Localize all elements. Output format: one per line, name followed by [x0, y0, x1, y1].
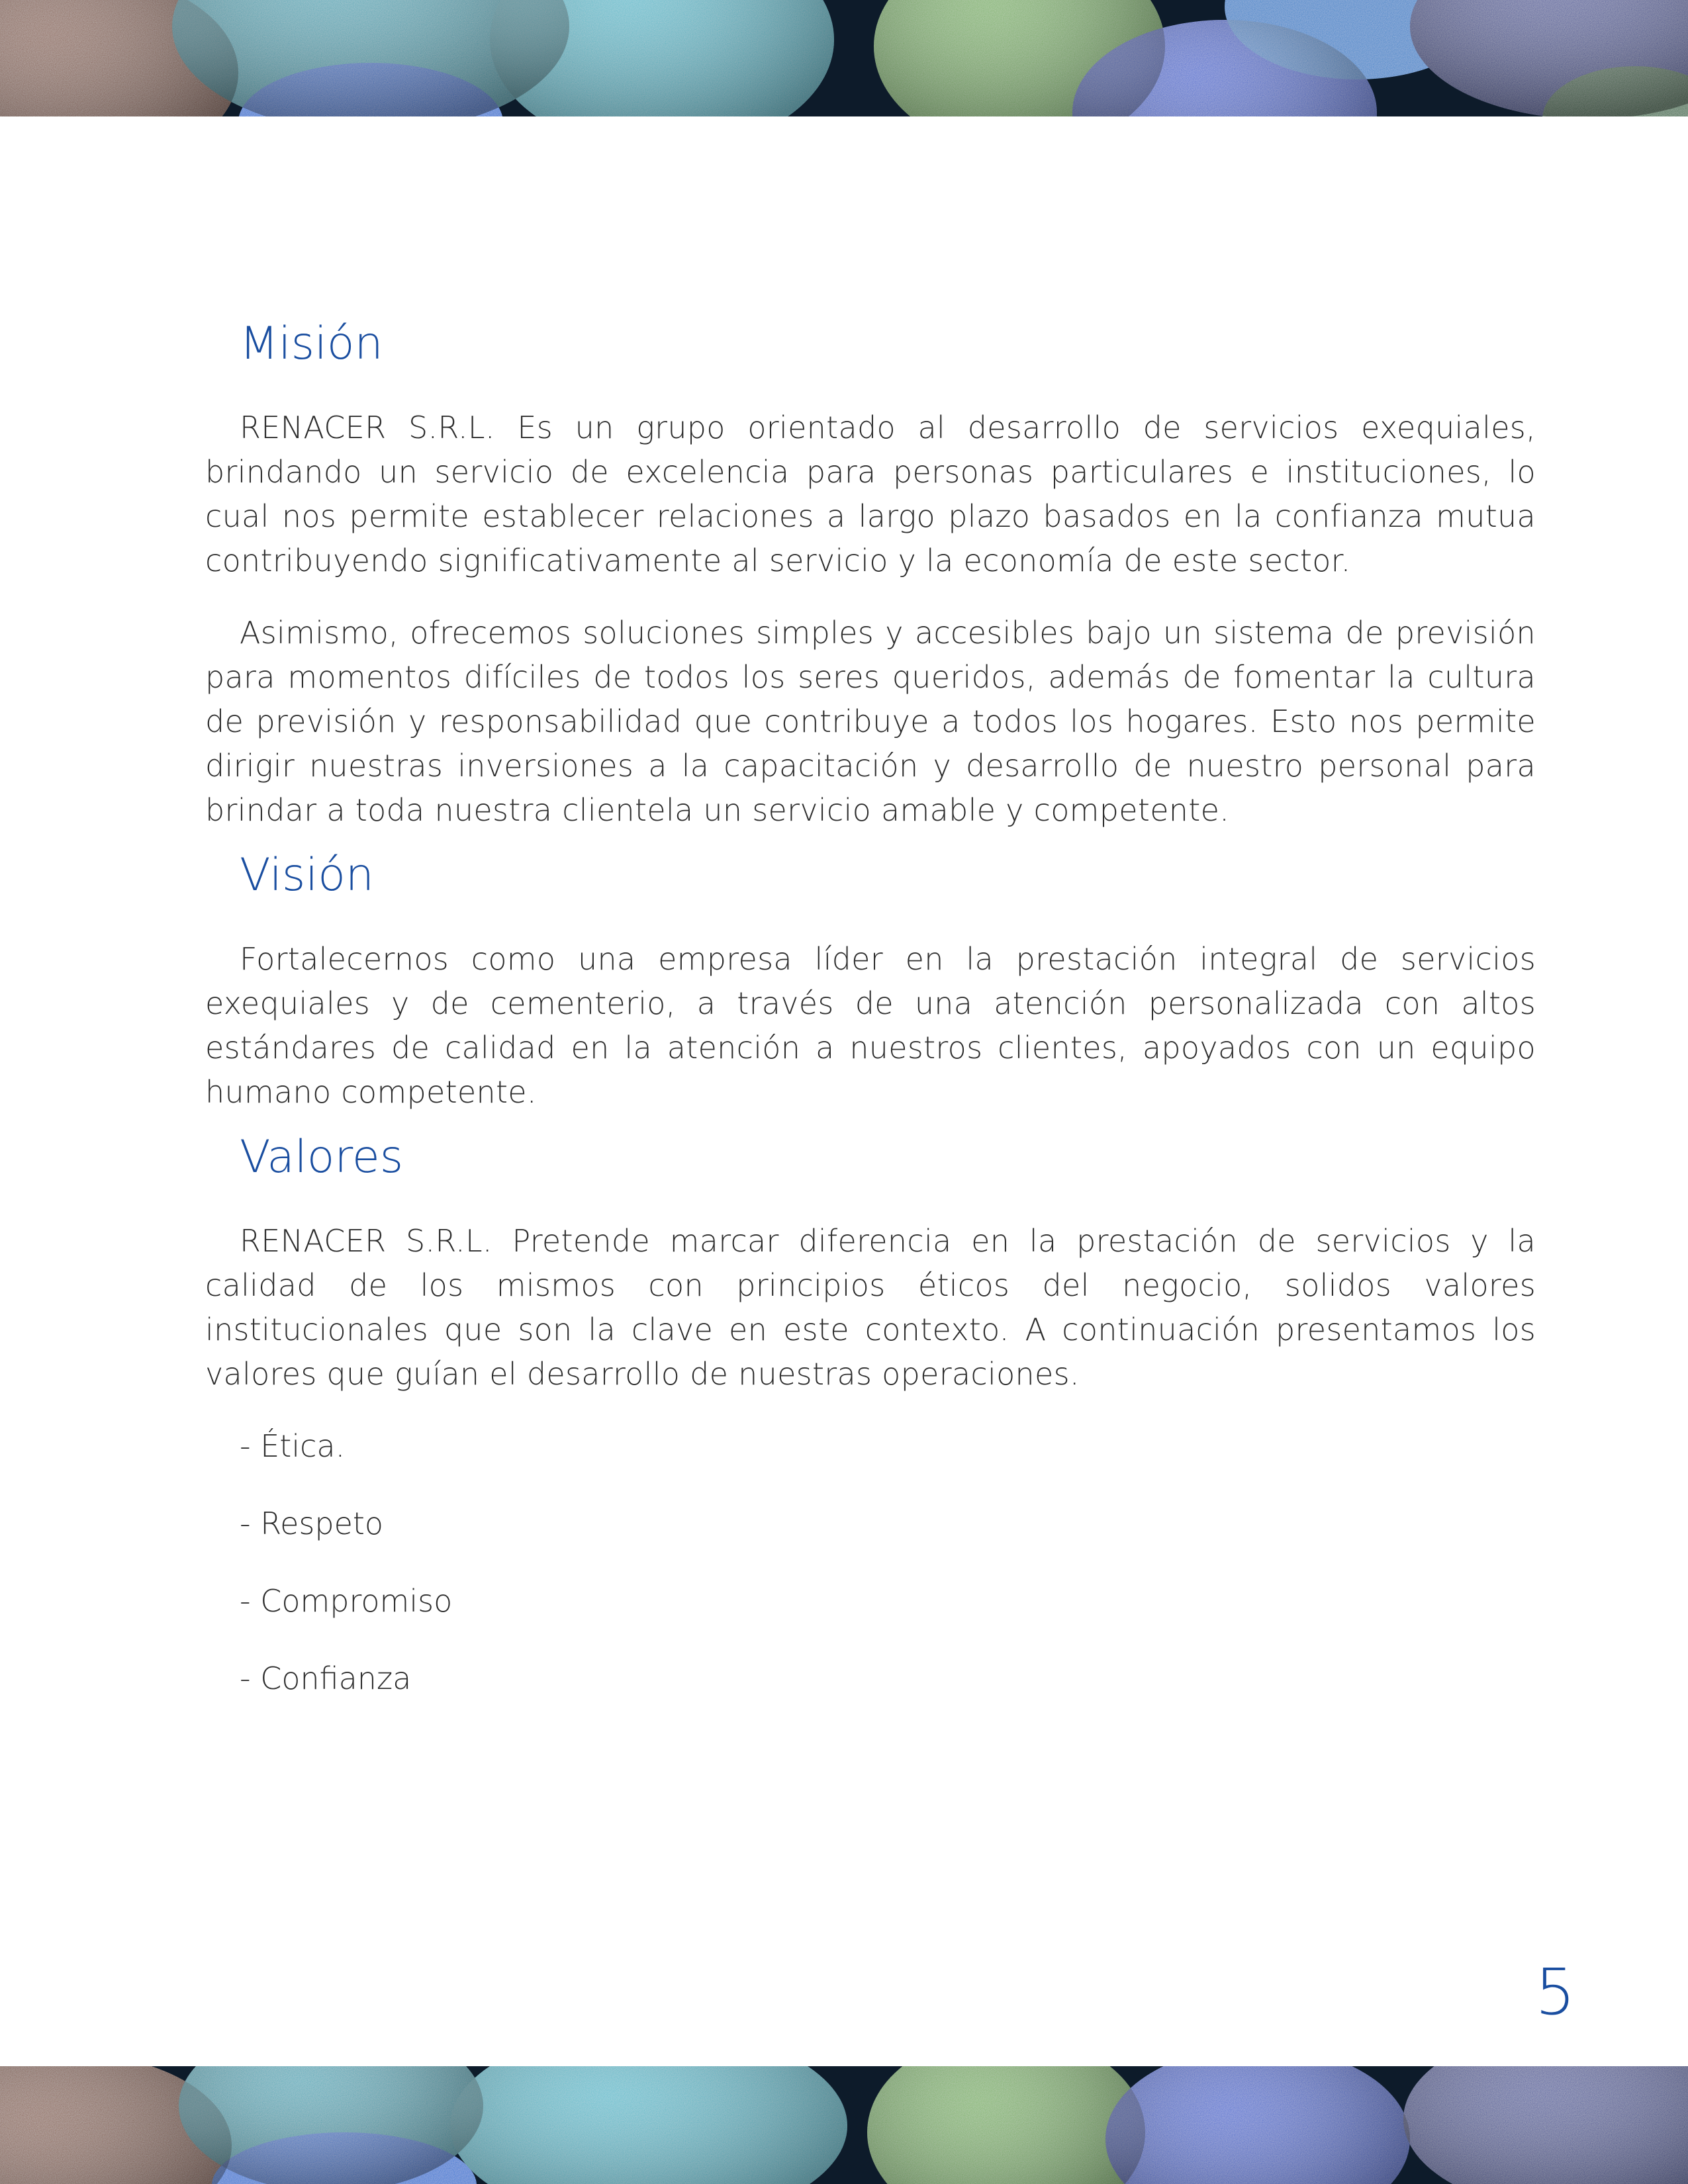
value-item-confianza: - Confianza — [240, 1661, 412, 1696]
valores-paragraph: RENACER S.R.L. Pretende marcar diferencia en la prestación de servicios y la calidad de los mismos con principios éticos del negocio, solidos valores institucionales que son la clave en este contexto. A continuación presentamos los valores que guían el desarrollo de nuestras operaciones. — [205, 1223, 1536, 1392]
top-stones-banner — [0, 0, 1688, 116]
vision-heading: Visión — [240, 849, 374, 901]
bottom-stones-banner — [0, 2066, 1688, 2184]
value-item-respeto: - Respeto — [240, 1506, 384, 1541]
values-list — [205, 1424, 1536, 1701]
valores-heading: Valores — [240, 1131, 404, 1183]
value-item-etica: - Ética. — [240, 1428, 346, 1464]
mision-paragraph-2: Asimismo, ofrecemos soluciones simples y accesibles bajo un sistema de previsión para momentos difíciles de todos los seres queridos, además de fomentar la cultura de previsión y responsabilidad que contribuye a todos los hogares. Esto nos permite dirigir nuestras inversiones a la capacitación y desarrollo de nuestro personal para brindar a toda nuestra clientela un servicio amable y competente. — [205, 615, 1536, 828]
page-number: 5 — [1534, 1955, 1575, 2029]
page-content — [205, 314, 1536, 1734]
value-item-compromiso: - Compromiso — [240, 1583, 453, 1619]
mision-heading: Misión — [240, 318, 383, 370]
mision-paragraph-1: RENACER S.R.L. Es un grupo orientado al desarrollo de servicios exequiales, brindando un servicio de excelencia para personas particulares e instituciones, lo cual nos permite establecer relaciones a largo plazo basados en la confianza mutua contribuyendo significativamente al servicio y la economía de este sector. — [205, 410, 1536, 578]
vision-paragraph: Fortalecernos como una empresa líder en la prestación integral de servicios exequiales y de cementerio, a través de una atención personalizada con altos estándares de calidad en la atención a nuestros clientes, apoyados con un equipo humano competente. — [205, 941, 1536, 1110]
